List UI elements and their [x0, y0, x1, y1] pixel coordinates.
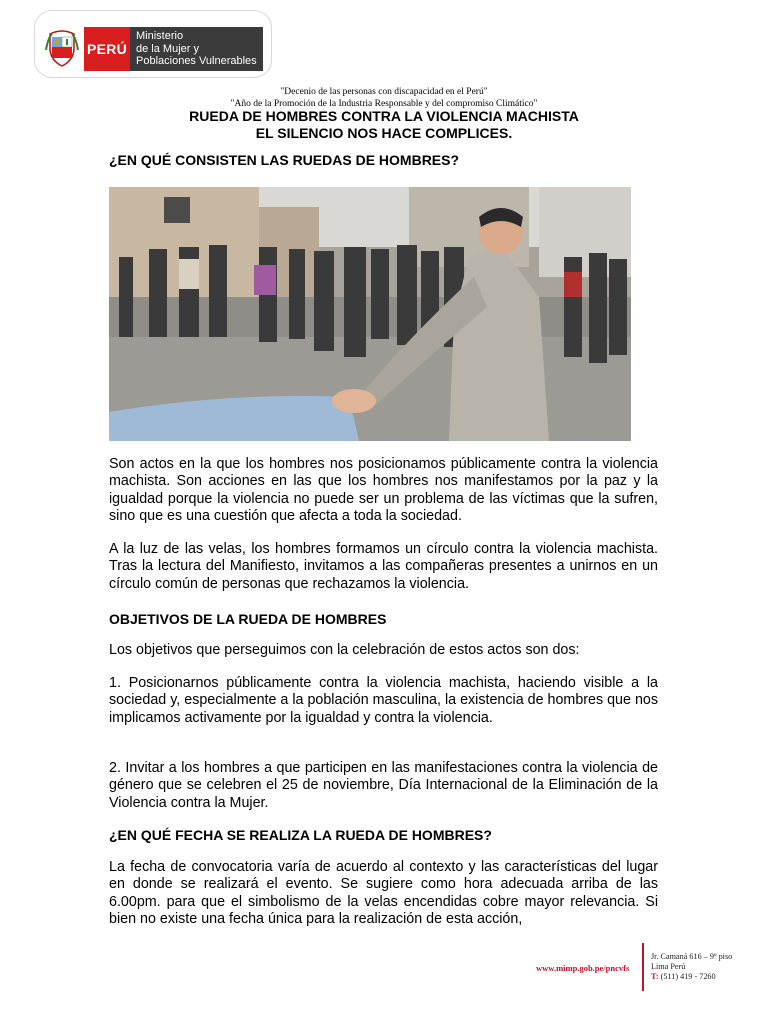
title-line2: EL SILENCIO NOS HACE COMPLICES. [255, 125, 513, 141]
footer-divider [642, 943, 644, 991]
objective-item-1: 1. Posicionarnos públicamente contra la violencia machista, haciendo visible a la sociedad y, especialmente a la población masculina, la existencia de hombres que nos implicamos activamente por la igualdad y contra la violencia. [109, 675, 658, 726]
address-line1: Jr. Camaná 616 – 9º piso [651, 952, 733, 961]
heading-objetivos: OBJETIVOS DE LA RUEDA DE HOMBRES [109, 611, 387, 627]
ministry-line3: Poblaciones Vulnerables [136, 55, 257, 67]
heading-que-consisten: ¿EN QUÉ CONSISTEN LAS RUEDAS DE HOMBRES? [109, 152, 460, 168]
phone-line [651, 972, 732, 982]
paragraph-son-actos: Son actos en la que los hombres nos posicionamos públicamente contra la violencia machista. Son acciones en las que los hombres nos manifestamos por la paz y la igualdad porque la violencia no puede ser un problema de las víctimas que la sufren, sino que es una cuestión que afecta a toda la sociedad. [109, 456, 658, 525]
phone-label: T: [651, 972, 659, 982]
phone-number: (511) 419 - 7260 [660, 972, 716, 982]
event-photo [109, 187, 631, 441]
heading-fecha: ¿EN QUÉ FECHA SE REALIZA LA RUEDA DE HOMBRES? [109, 827, 492, 843]
document-title [0, 108, 768, 142]
paragraph-fecha: La fecha de convocatoria varía de acuerdo al contexto y las características del lugar en donde se realizará el evento. Se sugiere como hora adecuada arriba de las 6.00pm. para que el simbolismo de la velas encendidas cobre mayor relevancia. Si bien no existe una fecha única para la realización de esta acción, [109, 859, 658, 928]
objective-item-2: 2. Invitar a los hombres a que participen en las manifestaciones contra la violencia de género que se celebren el 25 de noviembre, Día Internacional de la Eliminación de la Violencia contra la Mujer. [109, 760, 658, 811]
footer-website-link[interactable]: www.mimp.gob.pe/pncvfs [536, 963, 630, 973]
decenio-banner [0, 86, 768, 110]
decenio-line2: "Año de la Promoción de la Industria Responsable y del compromiso Climático" [230, 99, 538, 109]
decenio-line1: "Decenio de las personas con discapacidad en el Perú" [280, 87, 488, 97]
ministry-line2: de la Mujer y [136, 42, 199, 55]
peru-coat-of-arms-icon [44, 28, 80, 68]
address-line2: Lima Perú [651, 962, 686, 972]
paragraph-luz-velas: A la luz de las velas, los hombres formamos un círculo contra la violencia machista. Tras la lectura del Manifiesto, invitamos a las compañeras presentes a unirnos en un círculo común de personas que rechazamos la violencia. [109, 541, 658, 592]
paragraph-objetivos-intro: Los objetivos que perseguimos con la celebración de estos actos son dos: [109, 642, 580, 658]
ministry-line1: Ministerio [136, 30, 184, 42]
footer-address [651, 952, 732, 983]
peru-label: PERÚ [84, 27, 130, 71]
title-line1: RUEDA DE HOMBRES CONTRA LA VIOLENCIA MACHISTA [189, 108, 579, 124]
ministry-name [130, 27, 263, 71]
